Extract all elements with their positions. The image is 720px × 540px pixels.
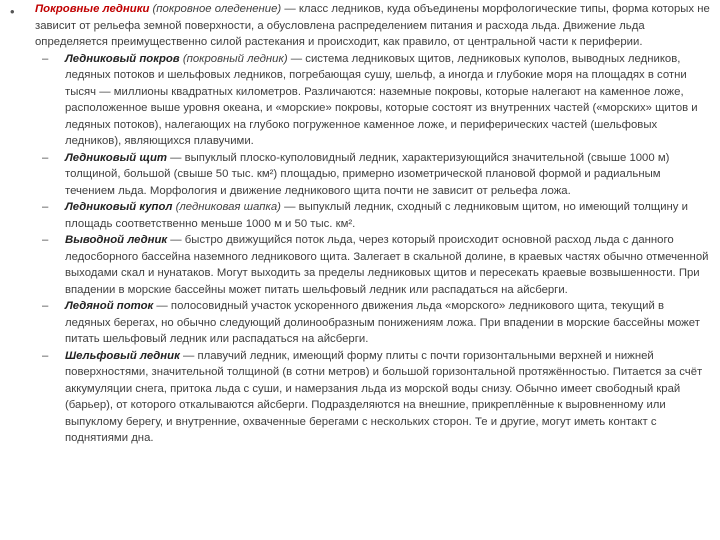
main-term: Покровные ледники <box>35 3 150 15</box>
item-text: — выпуклый ледник, сходный с ледниковым щитом, но имеющий толщину и площадь соответственно меньше 1000 м и 50 тыс. км². <box>65 201 688 230</box>
list-dash: – <box>42 234 49 246</box>
item-term: Ледяной поток <box>65 300 154 312</box>
list-dash: – <box>42 300 49 312</box>
main-paragraph <box>35 1 710 447</box>
main-definition <box>35 1 710 51</box>
list-item <box>35 199 710 232</box>
item-text: — полосовидный участок ускоренного движения льда «морского» ледникового щита, текущий в ледяных берегах, но обычно следующий долинообразным понижениям ложа. При впадении в морские бассейны может питать шельфовый ледник или распадаться на айсберги. <box>65 300 700 345</box>
list-item <box>35 232 710 298</box>
item-term-paren: (ледниковая шапка) <box>175 201 281 213</box>
list-item <box>35 348 710 447</box>
item-text: — плавучий ледник, имеющий форму плиты с почти горизонтальными верхней и нижней поверхностями, значительной толщиной (в сотни метров) и большой горизонтальной протяжённостью. Питается за счёт аккумуляции снега, притока льда с суши, и намерзания льда из морской воды снизу. Обычно имеет свободный край (барьер), от которого откалываются айсберги. Подразделяются на внешние, прикреплённые к выровненному или выпуклому берегу, и внутренние, охваченные берегами с нескольких сторон. Те и другие, могут иметь контакт с поднятиями дна. <box>65 349 703 444</box>
item-term: Шельфовый ледник <box>65 349 180 362</box>
list-dash: – <box>42 201 49 213</box>
main-bullet: • <box>10 4 15 19</box>
list-item <box>35 298 710 348</box>
list-dash: – <box>42 52 49 65</box>
item-text: — быстро движущийся поток льда, через который происходит основной расход льда с данного ледосборного бассейна наземного ледникового щита. Залегает в скальной долине, в краевых частях обычно отмеченной выходами скал и нунатаков. Могут выходить за пределы ледниковых щитов и пересекать краевые возвышенности. При впадении в морские бассейны может питать шельфовый ледник или распадаться на айсберги. <box>65 234 709 296</box>
item-term: Ледниковый покров <box>65 52 180 65</box>
item-term-paren: (покровный ледник) <box>182 52 288 65</box>
main-term-paren: (покровное оледенение) <box>152 3 282 15</box>
item-term: Выводной ледник <box>65 234 168 246</box>
list-dash: – <box>42 151 49 164</box>
list-dash: – <box>42 349 49 362</box>
item-text: — выпуклый плоско-куполовидный ледник, характеризующийся значительной (свыше 1000 м) толщиной, большой (свыше 50 тыс. км²) площадью, примерно изометрической плановой формой и радиальным течением льда. Морфология и движение ледникового щита почти не зависит от рельефа ложа. <box>65 151 670 197</box>
item-term: Ледниковый купол <box>65 201 173 213</box>
list-item <box>35 150 710 200</box>
list-item <box>35 51 710 150</box>
item-text: — система ледниковых щитов, ледниковых куполов, выводных ледников, ледяных потоков и шельфовых ледников, погребающая сушу, шельф, а иногда и глубокие моря на площадях в сотни тысяч — миллионы квадратных километров. Различаются: наземные покровы, которые налегают на каменное ложе, расположенное выше уровня океана, и «морские» покровы, которые состоят из внутренних частей («морских» щитов и ледяных потоков), налегающих на глубоко погруженное каменное ложе, и периферических частей (шельфовых ледников), являющихся плавучими. <box>65 52 698 147</box>
item-term: Ледниковый щит <box>65 151 167 164</box>
main-text: — класс ледников, куда объединены морфологические типы, форма которых не зависит от рельефа земной поверхности, а обусловлена распределением питания и расхода льда. Движение льда определяется преимущественно силой растекания и происходит, как правило, от центральной части к периферии. <box>35 3 710 48</box>
